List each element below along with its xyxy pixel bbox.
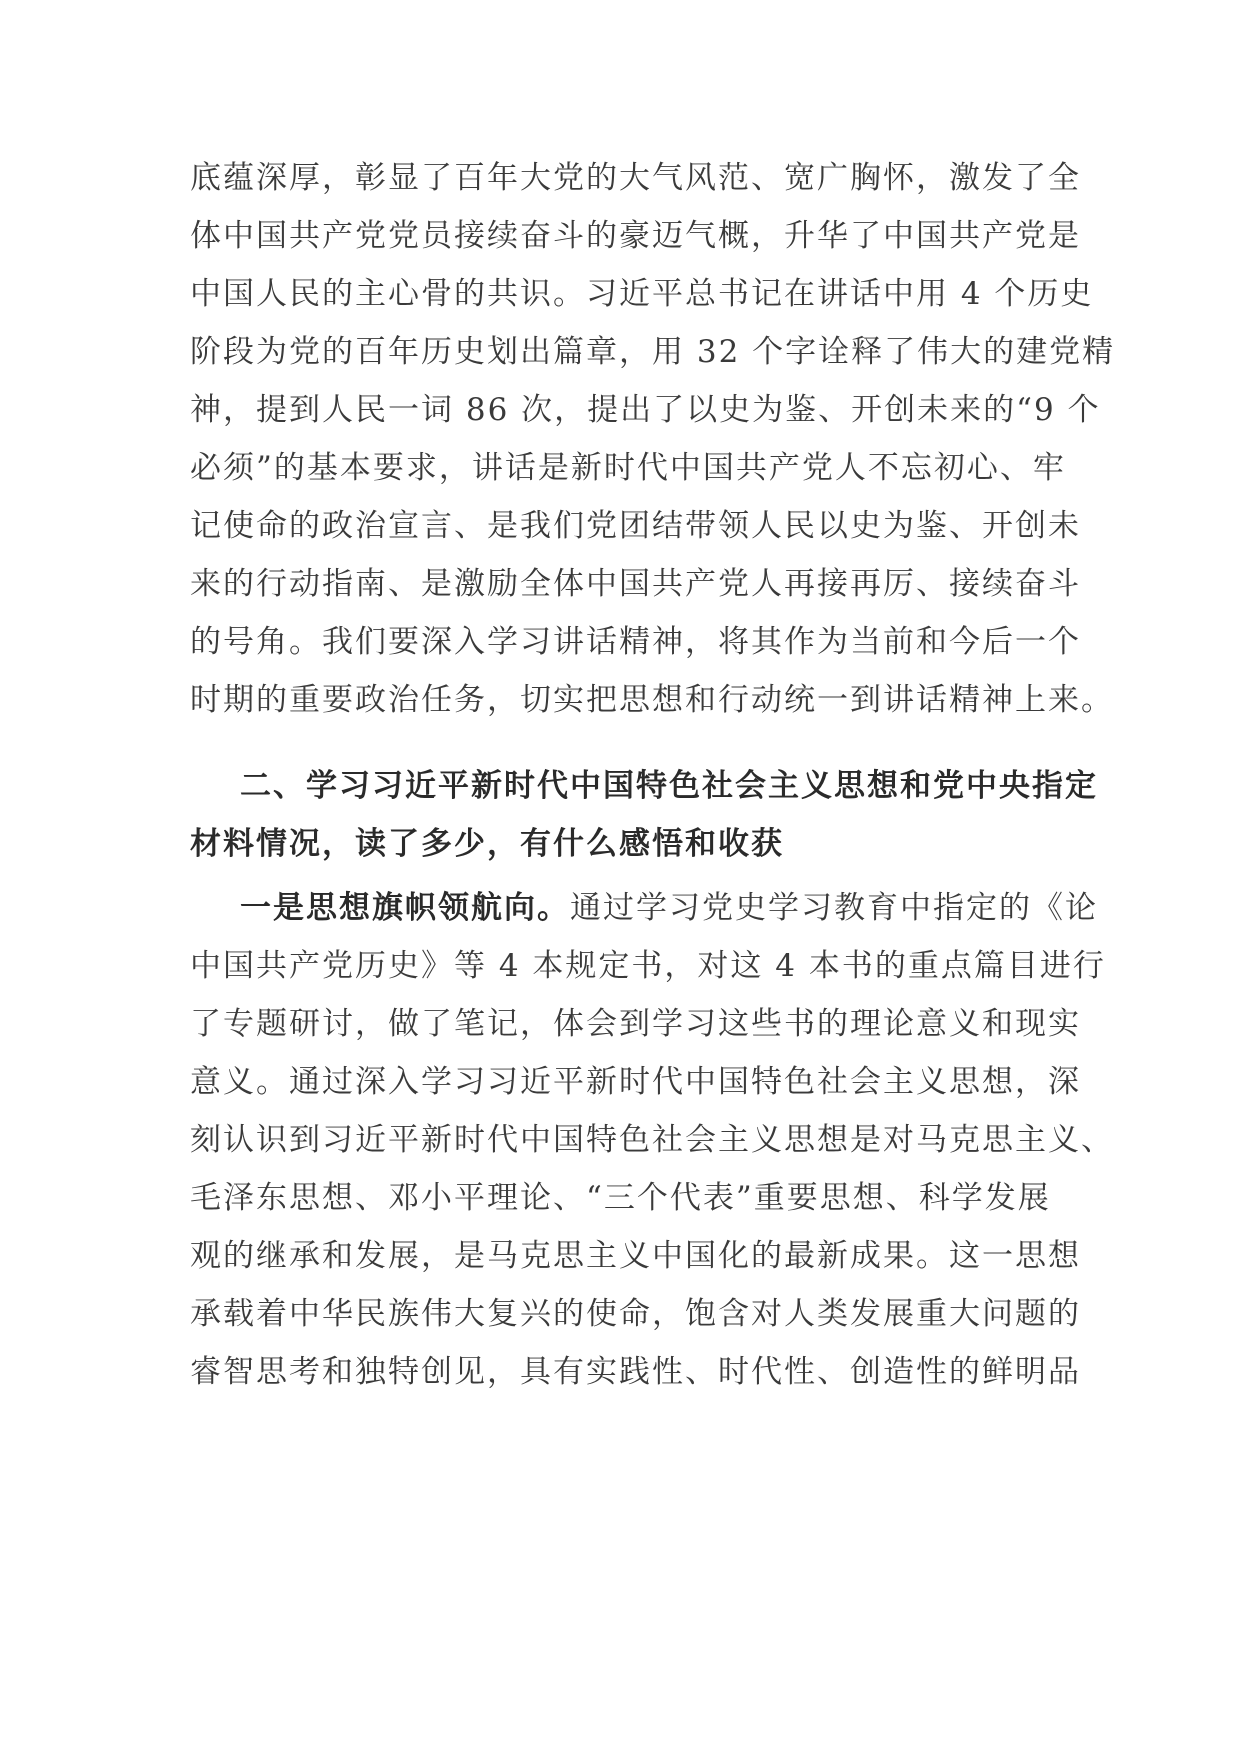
- heading-line: 二、学习习近平新时代中国特色社会主义思想和党中央指定: [240, 768, 1098, 804]
- heading-line: 材料情况，读了多少，有什么感悟和收获: [190, 826, 784, 862]
- text-line: 承载着中华民族伟大复兴的使命，饱含对人类发展重大问题的: [190, 1296, 1081, 1332]
- text-line: 中国共产党历史》等 4 本规定书，对这 4 本书的重点篇目进行: [190, 948, 1106, 984]
- text-line: 睿智思考和独特创见，具有实践性、时代性、创造性的鲜明品: [190, 1354, 1081, 1390]
- point-one-label: 一是思想旗帜领航向。: [240, 890, 570, 926]
- text-line: 中国人民的主心骨的共识。习近平总书记在讲话中用 4 个历史: [190, 276, 1094, 312]
- text-line: 了专题研讨，做了笔记，体会到学习这些书的理论意义和现实: [190, 1006, 1081, 1042]
- text-line: 必须”的基本要求，讲话是新时代中国共产党人不忘初心、牢: [190, 450, 1066, 486]
- text-line: 的号角。我们要深入学习讲话精神，将其作为当前和今后一个: [190, 624, 1081, 660]
- text-line: 来的行动指南、是激励全体中国共产党人再接再厉、接续奋斗: [190, 566, 1081, 602]
- text-line: 时期的重要政治任务，切实把思想和行动统一到讲话精神上来。: [190, 682, 1114, 718]
- text-line: 观的继承和发展，是马克思主义中国化的最新成果。这一思想: [190, 1238, 1081, 1274]
- text-line: 底蕴深厚，彰显了百年大党的大气风范、宽广胸怀，激发了全: [190, 160, 1081, 196]
- text-line: 阶段为党的百年历史划出篇章，用 32 个字诠释了伟大的建党精: [190, 334, 1116, 370]
- text-line: 体中国共产党党员接续奋斗的豪迈气概，升华了中国共产党是: [190, 218, 1081, 254]
- text-line: 毛泽东思想、邓小平理论、“三个代表”重要思想、科学发展: [190, 1180, 1051, 1216]
- text-line: 刻认识到习近平新时代中国特色社会主义思想是对马克思主义、: [190, 1122, 1114, 1158]
- text-line: [240, 888, 1098, 928]
- text-line: 记使命的政治宣言、是我们党团结带领人民以史为鉴、开创未: [190, 508, 1081, 544]
- point-one-first-line: 通过学习党史学习教育中指定的《论: [570, 890, 1098, 926]
- text-line: 意义。通过深入学习习近平新时代中国特色社会主义思想，深: [190, 1064, 1081, 1100]
- text-line: 神，提到人民一词 86 次，提出了以史为鉴、开创未来的“9 个: [190, 392, 1101, 428]
